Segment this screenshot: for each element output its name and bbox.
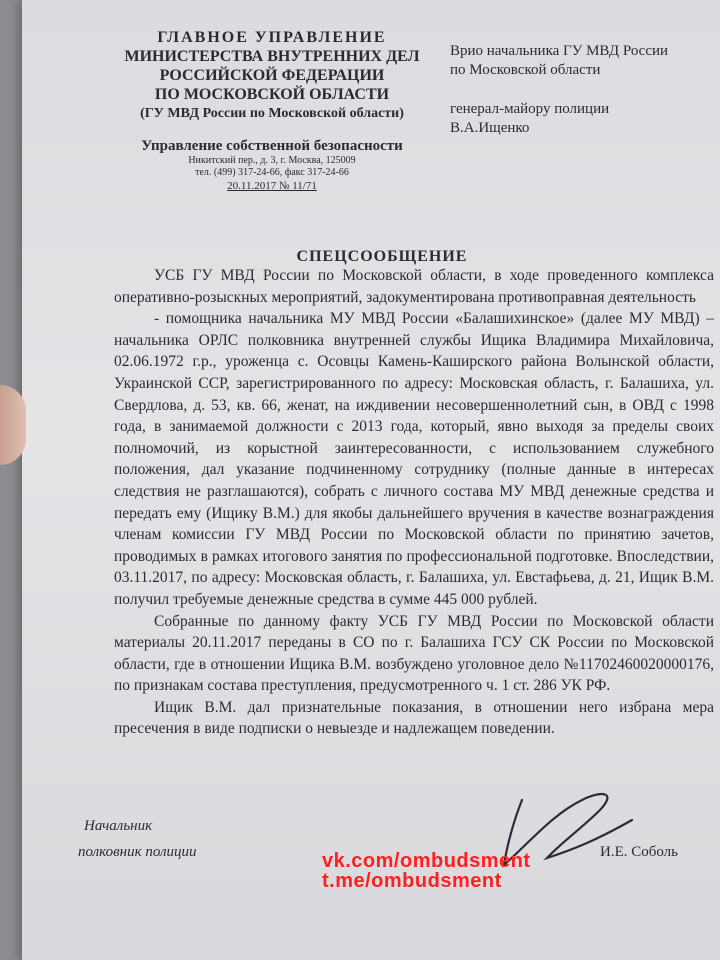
letterhead-line-3: РОССИЙСКОЙ ФЕДЕРАЦИИ — [159, 67, 385, 84]
signer-name: И.Е. Соболь — [600, 844, 679, 860]
department-address: Никитский пер., д. 3, г. Москва, 125009 — [188, 155, 356, 166]
paragraph-4: Ищик В.М. дал признательные показания, в отношении него избрана мера пресечения в виде подписки о невыезде и надлежащем поведении. — [114, 698, 714, 738]
signer-title-2: полковник полиции — [78, 844, 197, 860]
letterhead — [117, 28, 427, 193]
paragraph-2: - помощника начальника МУ МВД России «Балашихинское» (далее МУ МВД) – начальника ОРЛС полковника внутренней службы Ищика Владимира Михайловича, 02.06.1972 г.р., уроженца с. Осовцы Камень-Каширского района Волынской области, Украинской ССР, зарегистрированного по адресу: Московская область, г. Балашиха, ул. Свердлова, д. 53, кв. 66, женат, на иждивении несовершеннолетний сын, в ОВД с 1998 года, в занимаемой должности с 2013 года, который, явно выходя за пределы своих полномочий, из корыстной заинтересованности, с использованием служебного положения, дал указание подчиненному сотруднику (полные данные в интересах следствия не разглашаются), собрать с личного состава МУ МВД денежные средства и передать ему (Ищику В.М.) для якобы дальнейшего вручения в качестве вознаграждения членам комиссии ГУ МВД России по Московской области по принятию зачетов, проводимых в рамках итогового занятия по профессиональной подготовке. Впоследствии, 03.11.2017, по адресу: Московская область, г. Балашиха, ул. Евстафьева, д. 21, Ищик В.М. получил требуемые денежные средства в сумме 445 000 рублей. — [114, 310, 714, 608]
addressee-line-3: генерал-майору полиции — [450, 101, 610, 117]
document-page — [22, 0, 720, 960]
addressee-line-4: В.А.Ищенко — [450, 120, 530, 136]
department-phone: тел. (499) 317-24-66, факс 317-24-66 — [195, 167, 349, 178]
signer-title-1: Начальник — [84, 818, 153, 834]
paragraph-3: Собранные по данному факту УСБ ГУ МВД России по Московской области материалы 20.11.2017 переданы в СО по г. Балашиха ГСУ СК России по Московской области, где в отношении Ищика В.М. возбуждено уголовное дело №11702460020000176, по признакам состава преступления, предусмотренного ч. 1 ст. 286 УК РФ. — [114, 612, 714, 695]
addressee-line-1: Врио начальника ГУ МВД России — [450, 43, 669, 59]
watermark-telegram: t.me/ombudsment — [322, 870, 502, 892]
department-name: Управление собственной безопасности — [141, 138, 403, 154]
letterhead-line-2: МИНИСТЕРСТВА ВНУТРЕННИХ ДЕЛ — [124, 48, 420, 65]
letterhead-line-5: (ГУ МВД России по Московской области) — [140, 106, 404, 121]
addressee-line-2: по Московской области — [450, 62, 601, 78]
document-title: СПЕЦСООБЩЕНИЕ — [296, 248, 468, 265]
document-body — [114, 265, 714, 740]
watermark-vk: vk.com/ombudsment — [322, 850, 531, 872]
letterhead-line-4: ПО МОСКОВСКОЙ ОБЛАСТИ — [154, 86, 390, 103]
document-number: 20.11.2017 № 11/71 — [227, 180, 317, 192]
paragraph-1: УСБ ГУ МВД России по Московской области, в ходе проведенного комплекса оперативно-розыскных мероприятий, задокументирована противоправная деятельность — [114, 267, 714, 306]
addressee — [450, 42, 668, 138]
letterhead-line-1: ГЛАВНОЕ УПРАВЛЕНИЕ — [157, 29, 387, 46]
